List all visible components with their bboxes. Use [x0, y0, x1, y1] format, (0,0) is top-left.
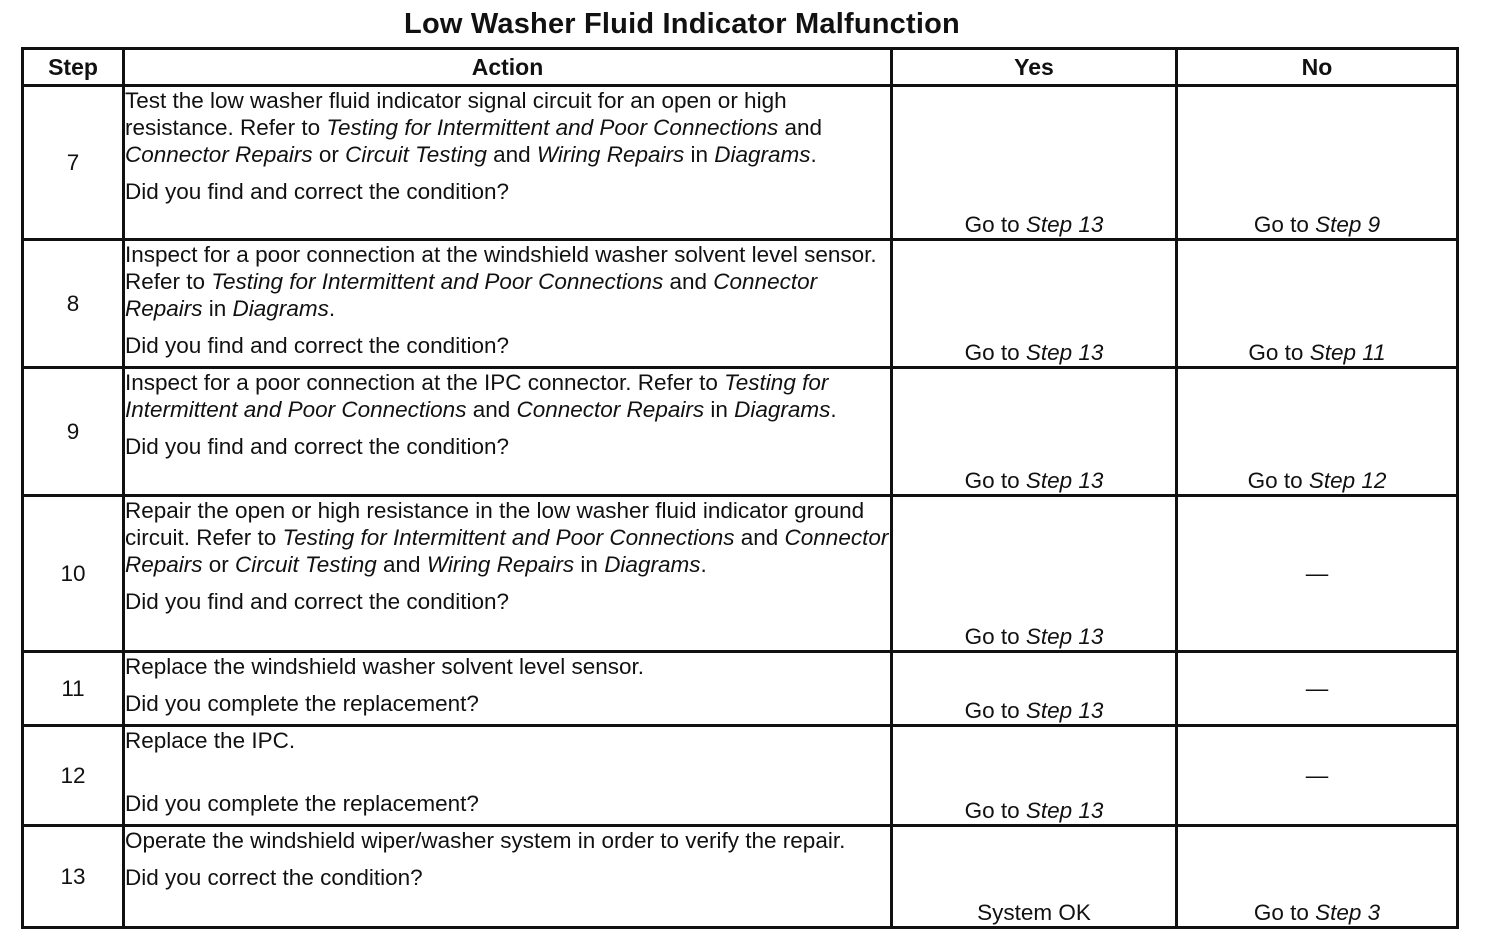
- goto-step-target: Step 13: [1025, 624, 1104, 649]
- yes-result: [892, 368, 1177, 496]
- reference-text: Diagrams: [604, 552, 701, 577]
- no-result: [1177, 726, 1458, 826]
- table-row: [23, 240, 1458, 368]
- reference-text: Diagrams: [232, 296, 329, 321]
- goto-step-target: Step 13: [1025, 798, 1104, 823]
- step-number: 11: [23, 652, 124, 726]
- action-text: and: [734, 525, 785, 550]
- action-text: in: [684, 142, 715, 167]
- action-text: .: [328, 296, 336, 321]
- goto-prefix: Go to: [964, 798, 1026, 823]
- action-text: .: [700, 552, 707, 577]
- no-result: [1177, 240, 1458, 368]
- action-text: Repair the open or high resistance in the low washer fluid indicator ground circuit. Refer to: [125, 498, 865, 550]
- yes-result: [892, 496, 1177, 652]
- goto-prefix: Go to: [964, 698, 1026, 723]
- reference-text: Diagrams: [734, 397, 831, 422]
- page-title: Low Washer Fluid Indicator Malfunction: [404, 8, 960, 40]
- reference-text: Circuit Testing: [345, 142, 487, 167]
- action-text: .: [830, 397, 837, 422]
- goto-prefix: Go to: [1253, 900, 1316, 925]
- action-question: Did you find and correct the condition?: [125, 589, 509, 614]
- not-applicable-dash: —: [1305, 676, 1329, 701]
- step-number: 10: [23, 496, 124, 652]
- action-text: in: [704, 397, 735, 422]
- reference-text: Circuit Testing: [235, 552, 377, 577]
- step-number: 13: [23, 826, 124, 928]
- yes-result: [892, 652, 1177, 726]
- reference-text: Testing for Intermittent and Poor Connections: [125, 370, 829, 422]
- action-text: .: [810, 142, 817, 167]
- goto-prefix: Go to: [964, 468, 1026, 493]
- reference-text: Connector Repairs: [125, 269, 818, 321]
- yes-result: [892, 726, 1177, 826]
- action-text: Operate the windshield wiper/washer system in order to verify the repair.: [125, 828, 846, 853]
- header-action: Action: [124, 49, 892, 86]
- reference-text: Wiring Repairs: [426, 552, 575, 577]
- yes-result: [892, 826, 1177, 928]
- action-text: in: [202, 296, 233, 321]
- goto-step-target: Step 13: [1025, 212, 1104, 237]
- action-text: and: [663, 269, 714, 294]
- action-description: [125, 87, 890, 168]
- table-row: [23, 826, 1458, 928]
- action-cell: [124, 86, 892, 240]
- action-text: and: [778, 115, 823, 140]
- action-cell: [124, 652, 892, 726]
- action-text: Test the low washer fluid indicator signal circuit for an open or high resistance. Refer to: [125, 88, 787, 140]
- step-number: 12: [23, 726, 124, 826]
- action-text: Replace the windshield washer solvent level sensor.: [125, 654, 645, 679]
- action-text: and: [376, 552, 427, 577]
- reference-text: Connector Repairs: [125, 525, 889, 577]
- action-text: Inspect for a poor connection at the IPC connector. Refer to: [125, 370, 725, 395]
- goto-prefix: Go to: [1253, 212, 1316, 237]
- diagnostic-table: [21, 47, 1459, 929]
- no-result: [1177, 496, 1458, 652]
- goto-step-target: Step 13: [1025, 468, 1104, 493]
- goto-step-target: Step 13: [1025, 340, 1104, 365]
- action-cell: [124, 496, 892, 652]
- header-step: Step: [23, 49, 124, 86]
- action-text: Inspect for a poor connection at the windshield washer solvent level sensor. Refer to: [125, 242, 877, 294]
- action-text: Replace the IPC.: [125, 728, 296, 753]
- result-text: System OK: [977, 900, 1091, 925]
- goto-prefix: Go to: [964, 212, 1026, 237]
- action-description: [125, 369, 890, 423]
- action-question: Did you complete the replacement?: [125, 791, 479, 816]
- action-description: [125, 827, 890, 854]
- header-yes: Yes: [892, 49, 1177, 86]
- action-cell: [124, 368, 892, 496]
- action-description: [125, 727, 890, 754]
- action-description: [125, 653, 890, 680]
- goto-step-target: Step 9: [1315, 212, 1381, 237]
- reference-text: Wiring Repairs: [536, 142, 685, 167]
- reference-text: Testing for Intermittent and Poor Connections: [282, 525, 735, 550]
- goto-step-target: Step 3: [1315, 900, 1381, 925]
- goto-step-target: Step 11: [1309, 340, 1386, 365]
- reference-text: Connector Repairs: [516, 397, 705, 422]
- table-header-row: [23, 49, 1458, 86]
- action-text: and: [466, 397, 517, 422]
- not-applicable-dash: —: [1305, 561, 1329, 586]
- action-cell: [124, 826, 892, 928]
- table-row: [23, 86, 1458, 240]
- table-row: [23, 496, 1458, 652]
- action-cell: [124, 726, 892, 826]
- header-no: No: [1177, 49, 1458, 86]
- no-result: [1177, 86, 1458, 240]
- action-text: or: [312, 142, 346, 167]
- action-text: in: [574, 552, 605, 577]
- yes-result: [892, 86, 1177, 240]
- action-description: [125, 241, 890, 322]
- not-applicable-dash: —: [1305, 763, 1329, 788]
- goto-prefix: Go to: [964, 340, 1026, 365]
- yes-result: [892, 240, 1177, 368]
- action-cell: [124, 240, 892, 368]
- table-row: [23, 652, 1458, 726]
- action-question: Did you find and correct the condition?: [125, 179, 509, 204]
- goto-step-target: Step 13: [1025, 698, 1104, 723]
- goto-step-target: Step 12: [1308, 468, 1387, 493]
- action-question: Did you correct the condition?: [125, 865, 423, 890]
- step-number: 9: [23, 368, 124, 496]
- action-question: Did you find and correct the condition?: [125, 434, 509, 459]
- action-text: and: [486, 142, 537, 167]
- action-question: Did you complete the replacement?: [125, 691, 479, 716]
- action-text: or: [202, 552, 236, 577]
- goto-prefix: Go to: [1248, 340, 1310, 365]
- action-question: Did you find and correct the condition?: [125, 333, 509, 358]
- reference-text: Diagrams: [714, 142, 811, 167]
- step-number: 7: [23, 86, 124, 240]
- table-body: [23, 86, 1458, 928]
- table-row: [23, 368, 1458, 496]
- no-result: [1177, 652, 1458, 726]
- reference-text: Connector Repairs: [125, 142, 313, 167]
- reference-text: Testing for Intermittent and Poor Connections: [211, 269, 664, 294]
- no-result: [1177, 826, 1458, 928]
- goto-prefix: Go to: [964, 624, 1026, 649]
- goto-prefix: Go to: [1247, 468, 1309, 493]
- step-number: 8: [23, 240, 124, 368]
- table-row: [23, 726, 1458, 826]
- reference-text: Testing for Intermittent and Poor Connections: [326, 115, 779, 140]
- no-result: [1177, 368, 1458, 496]
- action-description: [125, 497, 890, 578]
